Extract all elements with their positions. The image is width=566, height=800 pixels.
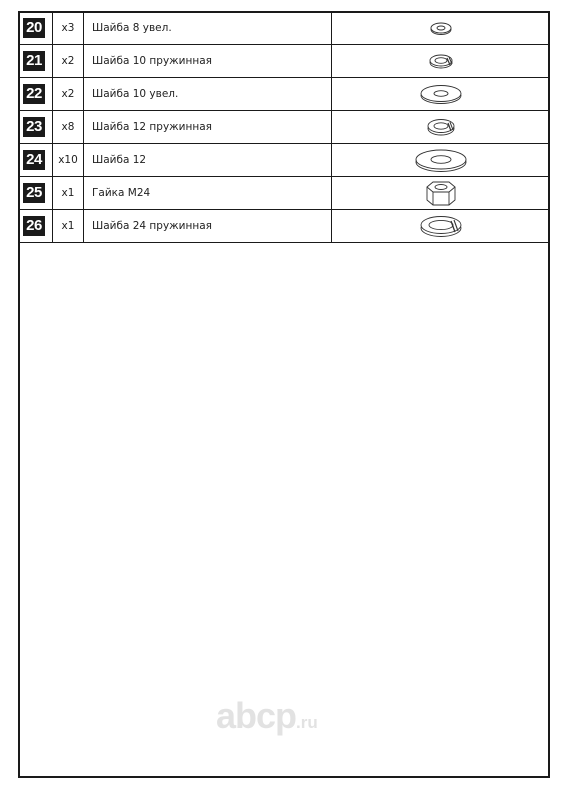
part-quantity: x10 — [53, 144, 84, 177]
part-number: 21 — [23, 51, 45, 71]
watermark-text: abcp — [216, 695, 297, 736]
part-number: 25 — [23, 183, 45, 203]
watermark-logo — [216, 696, 366, 736]
washer-large-icon — [412, 146, 470, 174]
part-name: Шайба 10 пружинная — [84, 45, 332, 78]
part-name: Шайба 10 увел. — [84, 78, 332, 111]
table-row — [19, 144, 550, 177]
table-row — [19, 45, 550, 78]
part-name: Шайба 12 пружинная — [84, 111, 332, 144]
part-quantity: x8 — [53, 111, 84, 144]
washer-icon — [416, 81, 466, 107]
part-quantity: x1 — [53, 177, 84, 210]
part-quantity: x1 — [53, 210, 84, 243]
spring-washer-icon — [421, 49, 461, 73]
part-name: Шайба 12 — [84, 144, 332, 177]
hex-nut-icon — [416, 179, 466, 207]
part-number: 23 — [23, 117, 45, 137]
table-row — [19, 177, 550, 210]
part-quantity: x2 — [53, 78, 84, 111]
parts-table — [18, 11, 550, 243]
part-number: 22 — [23, 84, 45, 104]
table-row — [19, 210, 550, 243]
spring-washer-large-icon — [413, 212, 469, 240]
part-quantity: x2 — [53, 45, 84, 78]
table-row — [19, 12, 550, 45]
table-row — [19, 78, 550, 111]
part-number: 26 — [23, 216, 45, 236]
part-name: Шайба 8 увел. — [84, 12, 332, 45]
watermark-suffix: .ru — [296, 713, 318, 732]
washer-small-icon — [421, 16, 461, 40]
part-name: Шайба 24 пружинная — [84, 210, 332, 243]
table-row — [19, 111, 550, 144]
part-number: 20 — [23, 18, 45, 38]
part-quantity: x3 — [53, 12, 84, 45]
spring-washer-icon — [419, 114, 463, 140]
part-number: 24 — [23, 150, 45, 170]
part-name: Гайка М24 — [84, 177, 332, 210]
